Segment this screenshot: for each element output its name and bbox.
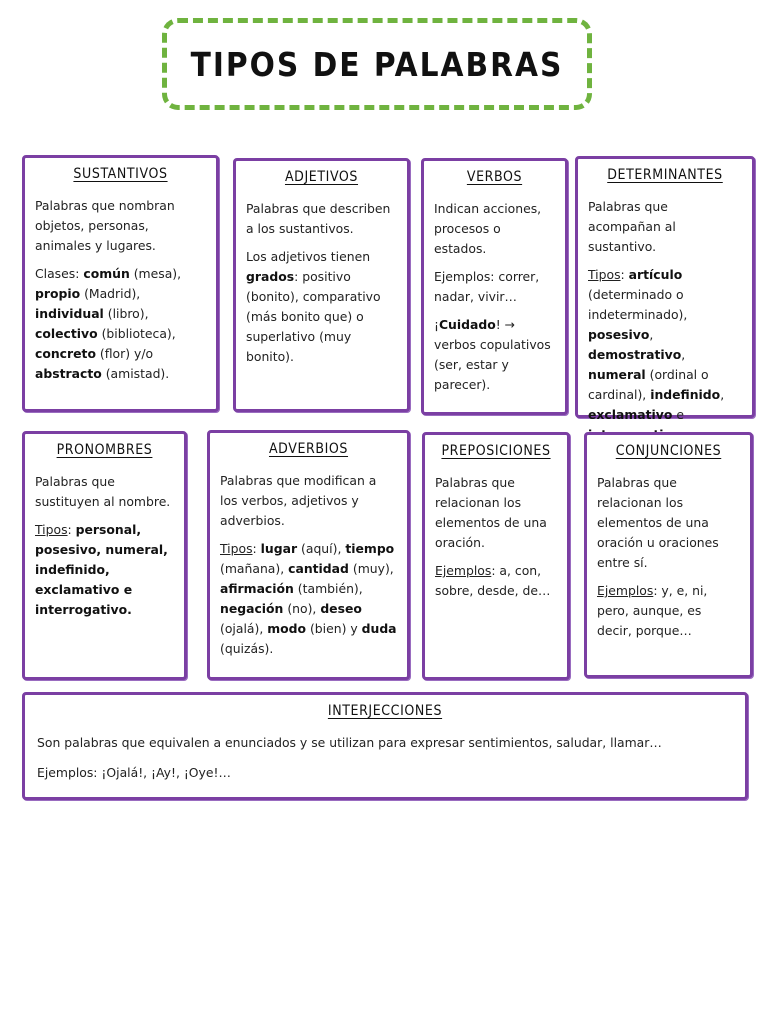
definition: Palabras que nombran objetos, personas, animales y lugares.: [35, 198, 175, 253]
card-determinantes: [575, 156, 755, 422]
card-title: ADVERBIOS: [268, 441, 349, 457]
card-body: [236, 199, 407, 367]
card-body: [25, 472, 184, 620]
card-body: [424, 199, 565, 395]
card-body: [425, 473, 567, 601]
card-body: [578, 197, 752, 445]
card-verbos: [421, 158, 568, 415]
cuidado-note: ¡Cuidado! → verbos copulativos (ser, estar y parecer).: [434, 317, 551, 392]
card-title: DETERMINANTES: [607, 167, 723, 183]
card-body: [587, 473, 750, 641]
examples: Ejemplos: y, e, ni, pero, aunque, es decir, porque…: [597, 583, 708, 638]
card-conjunciones: [584, 432, 753, 678]
definition: Palabras que describen a los sustantivos.: [246, 201, 391, 236]
examples: Ejemplos: correr, nadar, vivir…: [434, 269, 540, 304]
tipos-text: Tipos: artículo (determinado o indeterminado), posesivo, demostrativo, numeral (ordinal o cardinal), indefinido, exclamativo e: [588, 267, 725, 422]
card-adverbios: [207, 430, 410, 680]
clases-text: Clases: común (mesa), propio (Madrid), individual (libro), colectivo (biblioteca), concreto (flor) y/o abstracto (amistad).: [35, 266, 182, 381]
card-title: VERBOS: [466, 169, 523, 185]
card-adjetivos: [233, 158, 410, 412]
definition: Palabras que relacionan los elementos de una oración u oraciones entre sí.: [597, 475, 719, 570]
examples: Ejemplos: a, con, sobre, desde, de…: [435, 563, 551, 598]
definition: Indican acciones, procesos o estados.: [434, 201, 542, 256]
card-title: SUSTANTIVOS: [73, 166, 168, 182]
definition: Palabras que modifican a los verbos, adjetivos y adverbios.: [220, 473, 377, 528]
card-body: [210, 471, 407, 659]
card-sustantivos: [22, 155, 219, 412]
definition: Palabras que sustituyen al nombre.: [35, 474, 171, 509]
card-title: ADJETIVOS: [284, 169, 359, 185]
card-title: CONJUNCIONES: [615, 443, 722, 459]
card-title: PREPOSICIONES: [441, 443, 551, 459]
card-title: INTERJECCIONES: [327, 703, 443, 719]
card-title: PRONOMBRES: [56, 442, 153, 458]
card-body: [25, 733, 745, 783]
card-pronombres: [22, 431, 187, 680]
title-frame: [162, 18, 592, 110]
card-preposiciones: [422, 432, 570, 680]
definition: Palabras que acompañan al sustantivo.: [588, 199, 676, 254]
card-body: [25, 196, 216, 384]
definition: Son palabras que equivalen a enunciados y se utilizan para expresar sentimientos, saludar, llamar…: [37, 735, 662, 750]
examples: Ejemplos: ¡Ojalá!, ¡Ay!, ¡Oye!…: [37, 765, 231, 780]
tipos-text: Tipos: lugar (aquí), tiempo (mañana), cantidad (muy), afirmación (también), negación (no), deseo (ojalá), modo (bien) y duda (quizás).: [220, 541, 397, 656]
page-title: TIPOS DE PALABRAS: [190, 44, 564, 84]
grados-text: Los adjetivos tienen grados: positivo (bonito), comparativo (más bonito que) o superlativo (muy bonito).: [246, 249, 381, 364]
tipos-text: Tipos: personal, posesivo, numeral, indefinido, exclamativo e interrogativo.: [35, 522, 168, 617]
card-interjecciones: [22, 692, 748, 800]
definition: Palabras que relacionan los elementos de una oración.: [435, 475, 547, 550]
